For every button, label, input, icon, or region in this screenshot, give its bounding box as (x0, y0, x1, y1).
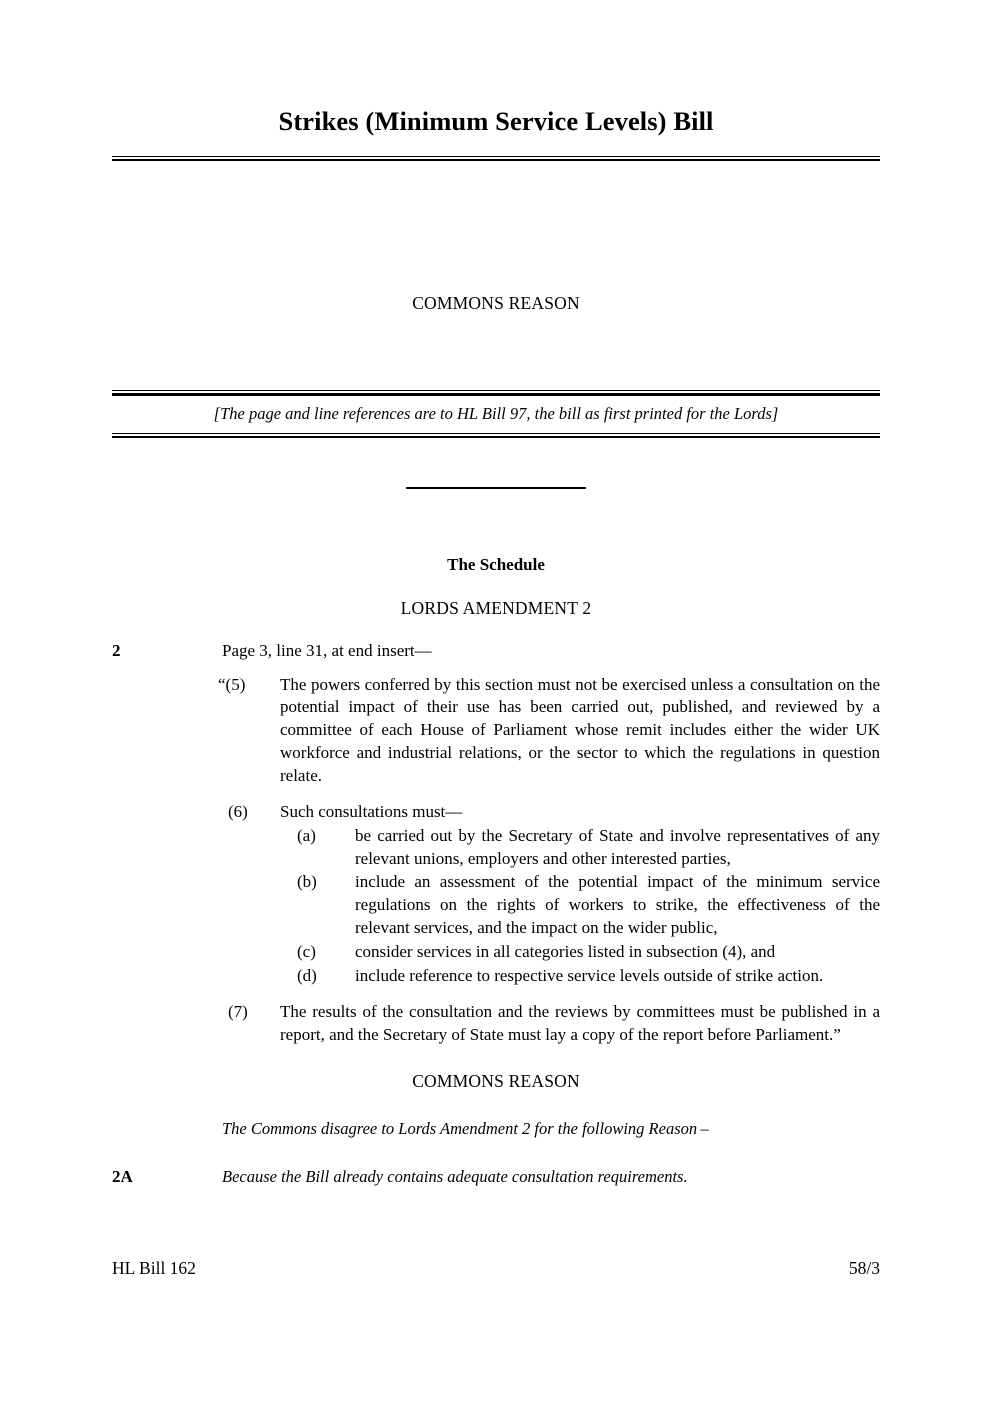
subparagraph-d-marker: (d) (297, 965, 317, 985)
subparagraph-a-marker: (a) (297, 825, 316, 845)
section-divider (112, 487, 880, 489)
commons-reason-heading-top: COMMONS REASON (412, 293, 580, 314)
schedule-heading: The Schedule (447, 554, 545, 574)
subparagraph-b-text: include an assessment of the potential impact of the minimum service regulations on the rights of workers to strike, the effectiveness of the relevant services, and the impact on the wider public, (355, 872, 880, 938)
subparagraph-b (297, 871, 880, 940)
rule-thick-line (112, 159, 880, 162)
amendment-instruction-row (112, 640, 880, 663)
rule-thick-line (112, 436, 880, 439)
paragraph-6 (228, 801, 880, 824)
note-rule-bottom (112, 433, 880, 439)
subparagraph-a-text: be carried out by the Secretary of State and involve representatives of any relevant unions, employers and other interested parties, (355, 825, 880, 868)
subparagraph-a (297, 825, 880, 871)
lords-amendment-heading: LORDS AMENDMENT 2 (400, 597, 592, 618)
paragraph-6-marker: (6) (228, 801, 248, 821)
commons-reason-margin-number: 2A (112, 1167, 133, 1187)
short-rule (406, 487, 586, 489)
amendment-margin-number: 2 (112, 640, 121, 660)
subparagraph-c-text: consider services in all categories listed in subsection (4), and (355, 941, 776, 961)
paragraph-5 (218, 674, 880, 788)
reference-note-block (112, 390, 880, 438)
subparagraph-b-marker: (b) (297, 872, 317, 892)
subparagraph-c-marker: (c) (297, 941, 316, 961)
commons-reason-preamble-text: The Commons disagree to Lords Amendment 2 for the following Reason – (222, 1119, 709, 1139)
amendment-instruction-text: Page 3, line 31, at end insert— (222, 640, 432, 660)
subparagraph-d (297, 965, 880, 988)
paragraph-7-text: The results of the consultation and the reviews by committees must be published in a report, and the Secretary of State must lay a copy of the report before Parliament.” (280, 1001, 880, 1044)
commons-reason-row (112, 1166, 880, 1188)
paragraph-5-marker: “(5) (218, 674, 246, 694)
page-title: Strikes (Minimum Service Levels) Bill (278, 106, 714, 136)
subparagraph-d-text: include reference to respective service levels outside of strike action. (355, 965, 824, 985)
paragraph-7-marker: (7) (228, 1001, 248, 1021)
commons-reason-text: Because the Bill already contains adequate consultation requirements. (222, 1167, 688, 1187)
commons-reason-heading-bottom: COMMONS REASON (412, 1071, 580, 1092)
footer-bill-number: HL Bill 162 (112, 1258, 196, 1278)
paragraph-6-text: Such consultations must— (280, 801, 463, 821)
paragraph-7 (228, 1001, 880, 1047)
commons-reason-preamble-row (112, 1118, 880, 1140)
subparagraph-c (297, 941, 880, 964)
page-footer (112, 1258, 880, 1279)
page-content (112, 0, 880, 1403)
footer-page-number: 58/3 (848, 1258, 880, 1278)
reference-note-text: [The page and line references are to HL Bill 97, the bill as first printed for the Lords] (213, 403, 779, 423)
paragraph-5-text: The powers conferred by this section must not be exercised unless a consultation on the potential impact of their use has been carried out, published, and reviewed by a committee of each House of Parliament whose remit includes either the wider UK workforce and industrial relations, or the sector to which the regulations in question relate. (280, 674, 880, 785)
title-rule (112, 156, 880, 162)
